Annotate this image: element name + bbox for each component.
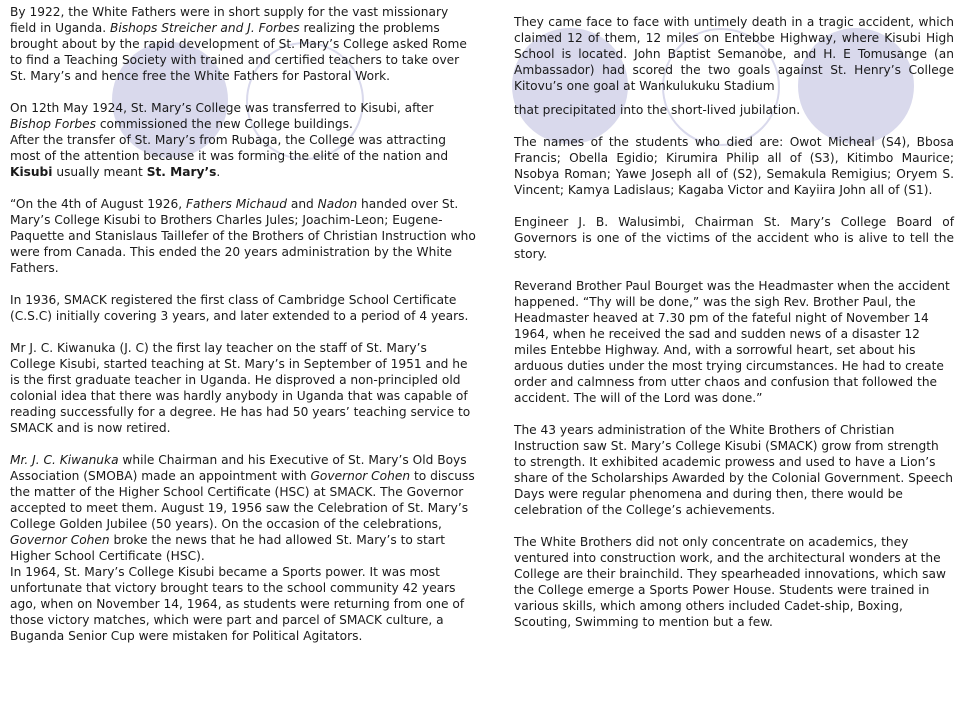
paragraph-names: The names of the students who died are: Owot Micheal (S4), Bbosa Francis; Obella Egidio; Kirumira Philip all of (S3), Kitimbo Maurice; Nsobya Roman; Yawe Joseph all of (S2), Semakula Remigius; Oryem S. Vincent; Kamya Ladislaus; Kagaba Victor and Kayiira John all of (S1).: [514, 135, 954, 197]
text: to discuss the matter of the Higher School Certificate (HSC) at SMACK. The Governor accepted to meet them. August 19, 1956 saw the Celebration of St. Mary’s College Golden Jubilee (50 years). On the occasion of the celebrations,: [10, 469, 475, 531]
right-column: [514, 14, 954, 646]
text-italic: Fathers Michaud: [186, 197, 287, 211]
paragraph-bourget: Reverand Brother Paul Bourget was the Headmaster when the accident happened. “Thy will be done,” was the sigh Rev. Brother Paul, the Headmaster heaved at 7.30 pm of the fateful night of November 14 1964, when he received the sad and sudden news of a disaster 12 miles Entebbe Highway. And, with a sorrowful heart, set about his arduous duties under the most trying circumstances. He had to create order and calmness from utter chaos and confusion that followed the accident. The will of the Lord was done.”: [514, 279, 950, 405]
text: and: [286, 197, 318, 211]
text-italic: Bishop Forbes: [10, 117, 96, 131]
text: while Chairman and his Executive of St. Mary’s Old Boys Association (SMOBA) made an appointment with: [10, 453, 467, 483]
paragraph-walusimbi: Engineer J. B. Walusimbi, Chairman St. Mary’s College Board of Governors is one of the victims of the accident who is alive to tell the story.: [514, 215, 954, 261]
text-italic: Bishops Streicher and J. Forbes: [109, 21, 300, 35]
text: In 1964, St. Mary’s College Kisubi became a Sports power. It was most unfortunate that victory brought tears to the school community 42 years ago, when on November 14, 1964, as students were returning from one of those victory matches, which were part and parcel of SMACK culture, a Buganda Senior Cup were mistaken for Political Agitators.: [10, 565, 465, 643]
text: By 1922, the White Fathers were in short supply for the vast missionary field in Uganda.: [10, 5, 449, 35]
text: handed over St. Mary’s College Kisubi to Brothers Charles Jules; Joachim-Leon; Eugene-Paquette and Stanislaus Taillefer of the Brothers of Christian Instruction who were from Canada. This ended the 20 years administration by the White Fathers.: [10, 197, 476, 275]
text-bold: Kisubi: [10, 165, 53, 179]
paragraph-construction: The White Brothers did not only concentrate on academics, they ventured into construction work, and the architectural wonders at the College are their brainchild. They spearheaded innovations, which saw the College emerge a Sports Power House. Students were trained in various skills, which among others included Cadet-ship, Boxing, Scouting, Swimming to mention but a few.: [514, 535, 946, 629]
paragraph-accident: They came face to face with untimely death in a tragic accident, which claimed 12 of them, 12 miles on Entebbe Highway, where Kisubi High School is located. John Baptist Semanobe, and H. E Tomusange (an Ambassador) had scored the two goals against St. Henry’s College Kitovu’s one goal at Wankulukuku Stadium: [514, 15, 954, 93]
text: broke the news that he had allowed St. Mary’s to start Higher School Certificate (HSC).: [10, 533, 446, 563]
left-column: [10, 4, 476, 660]
text-italic: Governor Cohen: [310, 469, 411, 483]
text: On 12th May 1924, St. Mary’s College was transferred to Kisubi, after: [10, 101, 434, 115]
paragraph-handover-1926: [10, 196, 476, 276]
text: usually meant: [52, 165, 147, 179]
paragraph-kiwanuka: Mr J. C. Kiwanuka (J. C) the first lay teacher on the staff of St. Mary’s College Kisubi, started teaching at St. Mary’s in September of 1951 and he is the first graduate teacher in Uganda. He disproved a non-principled old colonial idea that there was hardly anybody in Uganda that was capable of reading successfully for a degree. He has had 50 years’ teaching service to SMACK and is now retired.: [10, 341, 471, 435]
text: .: [216, 165, 221, 179]
paragraph-hsc: [10, 452, 476, 644]
text: After the transfer of St. Mary’s from Rubaga, the College was attracting most of the attention because it was forming the elite of the nation and: [10, 133, 449, 163]
text-italic: Governor Cohen: [10, 533, 110, 547]
text-italic: Mr. J. C. Kiwanuka: [10, 453, 119, 467]
text: commissioned the new College buildings.: [95, 117, 353, 131]
text-italic: Nadon: [317, 197, 358, 211]
paragraph-transfer-kisubi: [10, 100, 476, 180]
text: realizing the problems brought about by the rapid development of St. Mary’s College asked Rome to find a Teaching Society with trained and certified teachers to take over St. Mary’s and hence free the White Fathers for Pastoral Work.: [10, 21, 467, 83]
paragraph-administration: The 43 years administration of the White Brothers of Christian Instruction saw St. Mary’s College Kisubi (SMACK) grow from strength to strength. It exhibited academic prowess and used to have a Lion’s share of the Scholarships Awarded by the Colonial Government. Speech Days were regular phenomena and during then, there would be celebration of the College’s achievements.: [514, 423, 953, 517]
paragraph-white-fathers: [10, 4, 476, 84]
paragraph-cambridge-1936: In 1936, SMACK registered the first class of Cambridge School Certificate (C.S.C) initially covering 3 years, and later extended to a period of 4 years.: [10, 293, 469, 323]
text-bold: St. Mary’s: [146, 165, 217, 179]
text: “On the 4th of August 1926,: [10, 197, 186, 211]
paragraph-jubilation: that precipitated into the short-lived jubilation.: [514, 103, 801, 117]
